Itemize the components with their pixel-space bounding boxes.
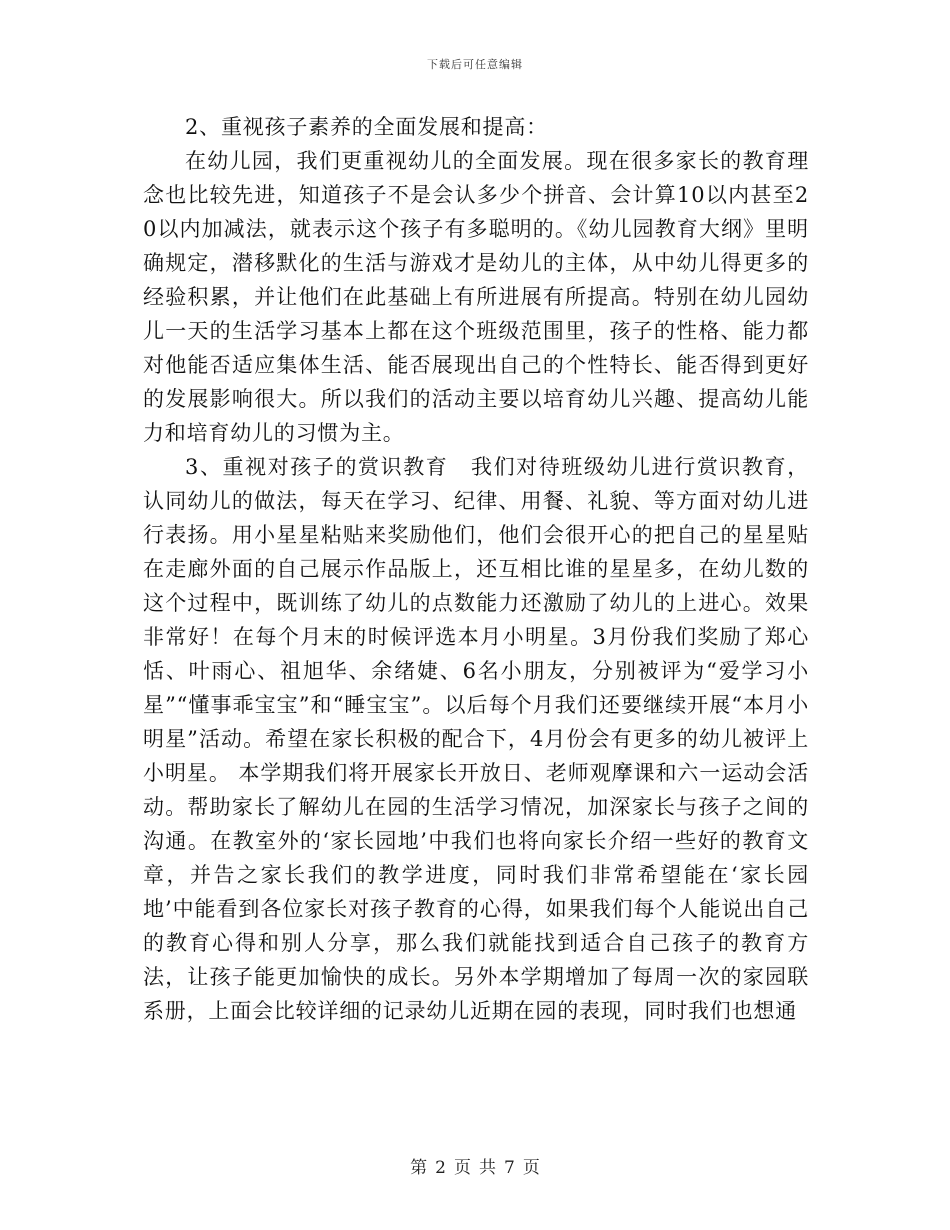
paragraph-section-2-heading: 2、重视孩子素养的全面发展和提高： (185, 115, 548, 139)
footer-total-pages: 7 (504, 1158, 515, 1178)
page-footer (0, 1153, 950, 1178)
footer-current-page: 2 (435, 1158, 446, 1178)
document-body (143, 110, 809, 1028)
page-header: 下载后可任意编辑 (427, 58, 523, 71)
paragraph-section-3: 3、重视对孩子的赏识教育 我们对待班级幼儿进行赏识教育，认同幼儿的做法，每天在学习、纪律、用餐、礼貌、等方面对幼儿进行表扬。用小星星粘贴来奖励他们，他们会很开心的把自己的星星贴在走廊外面的自己展示作品版上，还互相比谁的星星多，在幼儿数的这个过程中，既训练了幼儿的点数能力还激励了幼儿的上进心。效果非常好！在每个月末的时候评选本月小明星。3月份我们奖励了郑心恬、叶雨心、祖旭华、余绪婕、6名小朋友，分别被评为“爱学习小星”“懂事乖宝宝”和“睡宝宝”。以后每个月我们还要继续开展“本月小明星”活动。希望在家长积极的配合下，4月份会有更多的幼儿被评上小明星。 本学期我们将开展家长开放日、老师观摩课和六一运动会活动。帮助家长了解幼儿在园的生活学习情况，加深家长与孩子之间的沟通。在教室外的‘家长园地’中我们也将向家长介绍一些好的教育文章，并告之家长我们的教学进度，同时我们非常希望能在‘家长园地’中能看到各位家长对孩子教育的心得，如果我们每个人能说出自己的教育心得和别人分享，那么我们就能找到适合自己孩子的教育方法，让孩子能更加愉快的成长。另外本学期增加了每周一次的家园联系册，上面会比较详细的记录幼儿近期在园的表现，同时我们也想通 (143, 455, 809, 1023)
paragraph-section-2-body: 在幼儿园，我们更重视幼儿的全面发展。现在很多家长的教育理念也比较先进，知道孩子不是会认多少个拼音、会计算10以内甚至20以内加减法，就表示这个孩子有多聪明的。《幼儿园教育大纲》里明确规定，潜移默化的生活与游戏才是幼儿的主体，从中幼儿得更多的经验积累，并让他们在此基础上有所进展有所提高。特别在幼儿园幼儿一天的生活学习基本上都在这个班级范围里，孩子的性格、能力都对他能否适应集体生活、能否展现出自己的个性特长、能否得到更好的发展影响很大。所以我们的活动主要以培育幼儿兴趣、提高幼儿能力和培育幼儿的习惯为主。 (143, 149, 809, 445)
footer-total-unit: 页 (522, 1158, 540, 1178)
footer-prefix: 第 (410, 1158, 428, 1178)
footer-page-unit: 页 (454, 1158, 471, 1178)
footer-total-prefix: 共 (479, 1158, 496, 1178)
